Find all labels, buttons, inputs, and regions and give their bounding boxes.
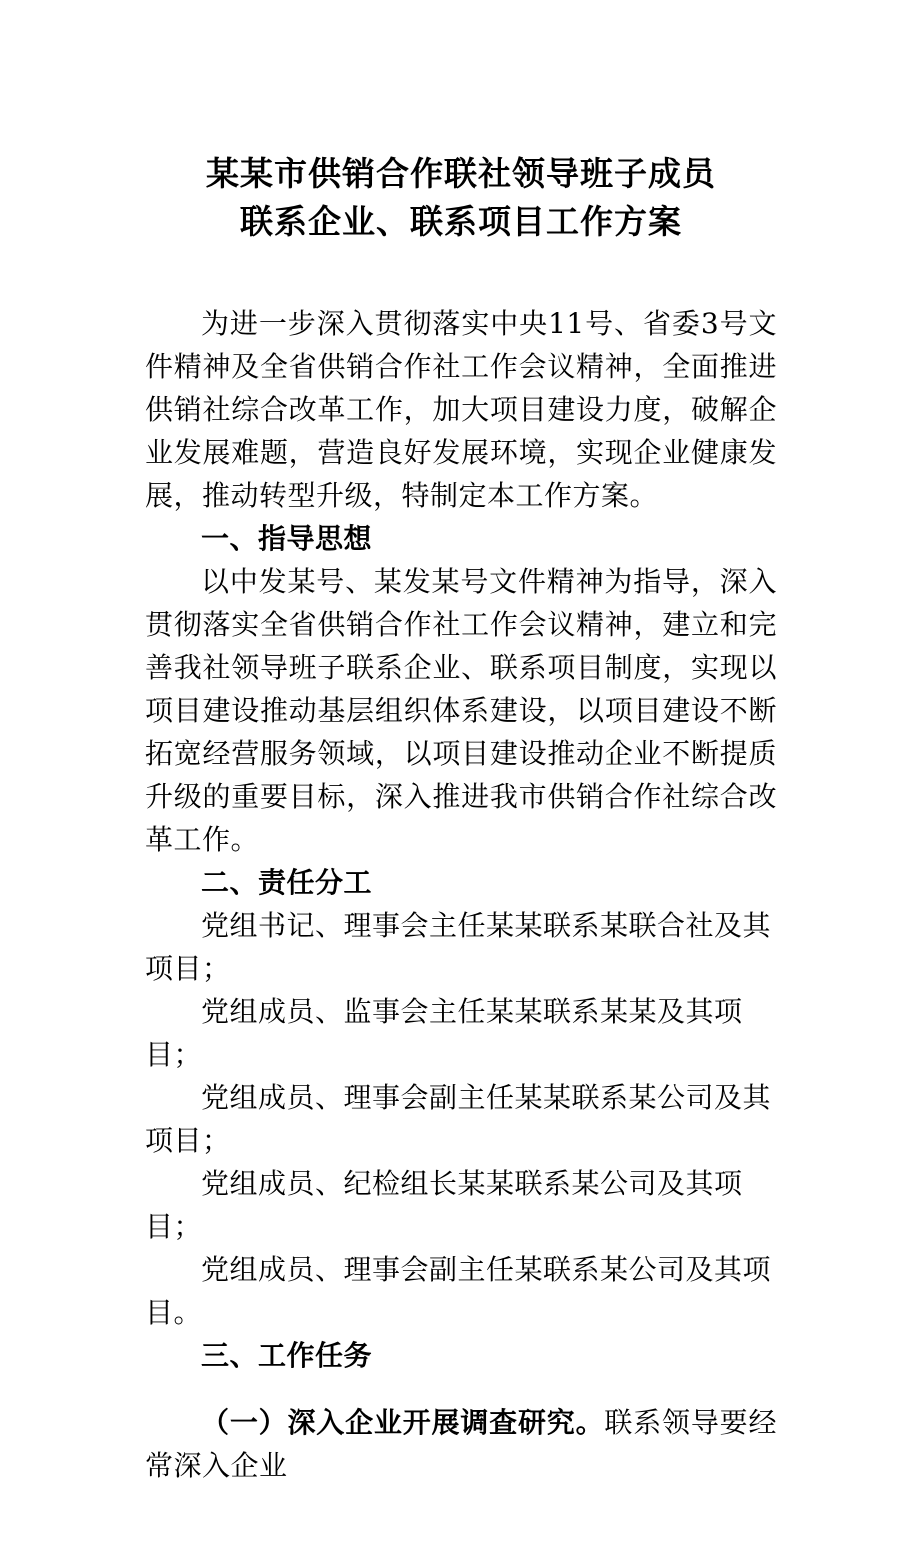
- intro-paragraph: 为进一步深入贯彻落实中央11号、省委3号文件精神及全省供销合作社工作会议精神，全面推进供销社综合改革工作，加大项目建设力度，破解企业发展难题，营造良好发展环境，实现企业健康发展，推动转型升级，特制定本工作方案。: [145, 307, 777, 512]
- section-3-heading: 三、工作任务: [201, 1339, 373, 1372]
- closing-bold-lead: （一）深入企业开展调查研究。: [201, 1406, 605, 1439]
- responsibility-item-5: 党组成员、理事会副主任某联系某公司及其项目。: [145, 1253, 772, 1329]
- document-title-line-1: 某某市供销合作联社领导班子成员: [206, 154, 716, 193]
- responsibility-item-4: 党组成员、纪检组长某某联系某公司及其项目；: [145, 1167, 743, 1243]
- responsibility-item-3: 党组成员、理事会副主任某某联系某公司及其项目；: [145, 1081, 772, 1157]
- responsibility-item-1: 党组书记、理事会主任某某联系某联合社及其项目；: [145, 909, 772, 985]
- responsibility-item-2: 党组成员、监事会主任某某联系某某及其项目；: [145, 995, 743, 1071]
- section-1-heading: 一、指导思想: [201, 522, 373, 555]
- section-1-body: 以中发某号、某发某号文件精神为指导，深入贯彻落实全省供销合作社工作会议精神，建立和完善我社领导班子联系企业、联系项目制度，实现以项目建设推动基层组织体系建设，以项目建设不断拓宽经营服务领域，以项目建设推动企业不断提质升级的重要目标，深入推进我市供销合作社综合改革工作。: [145, 565, 777, 856]
- document-title-block: [145, 150, 777, 246]
- section-2-heading: 二、责任分工: [201, 866, 373, 899]
- document-title-line-2: 联系企业、联系项目工作方案: [240, 202, 682, 241]
- closing-text: 联系领导要经常深入企业: [145, 1406, 777, 1482]
- closing-paragraph: [145, 1401, 777, 1487]
